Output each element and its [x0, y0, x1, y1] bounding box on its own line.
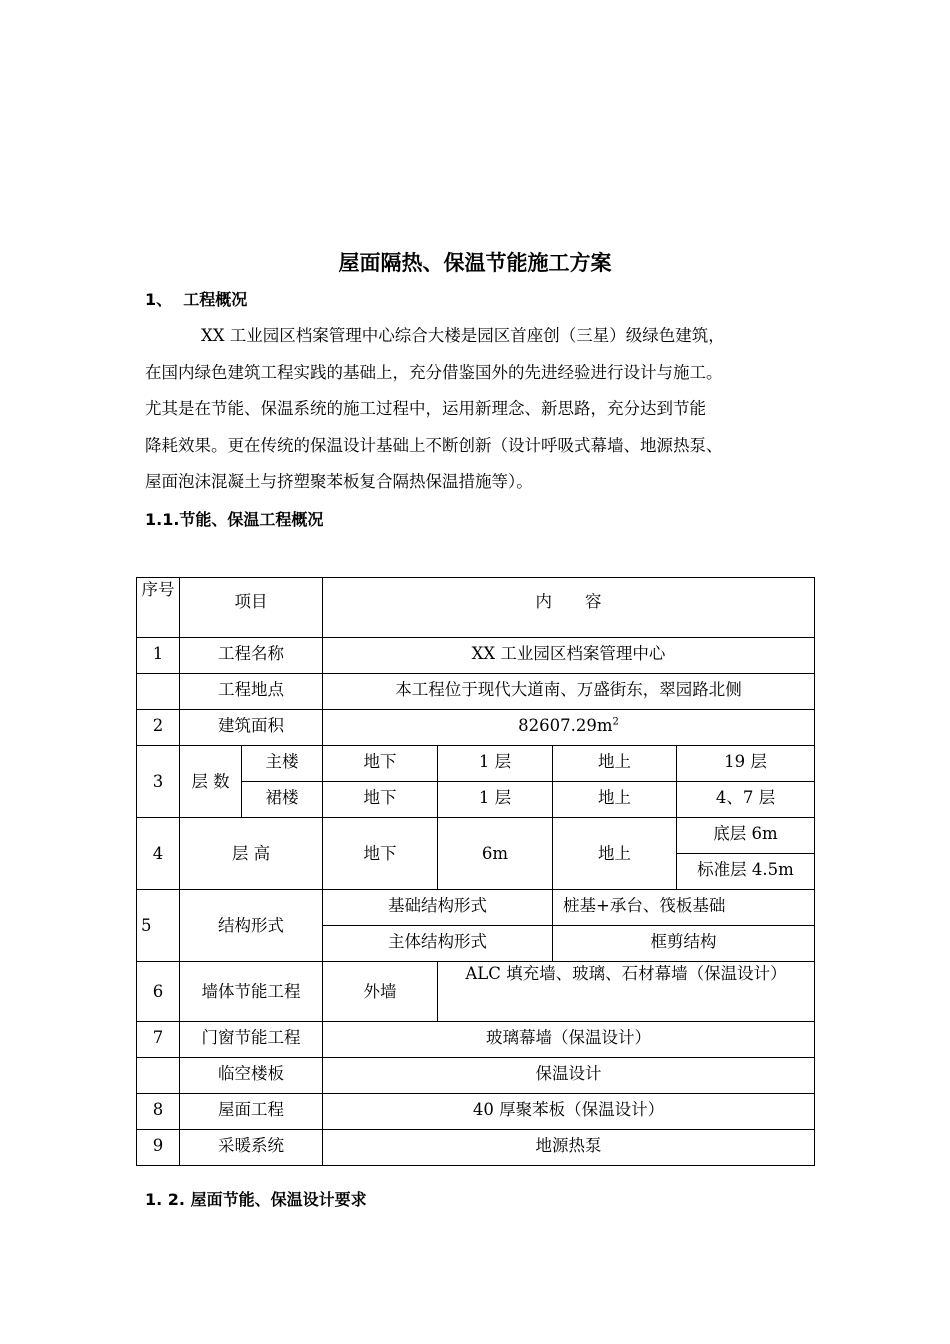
building-main: 主楼	[242, 746, 323, 782]
row-item: 工程地点	[180, 674, 323, 710]
row-item: 屋面工程	[180, 1094, 323, 1130]
section-heading-1-1: 1.1.节能、保温工程概况	[145, 510, 324, 529]
header-no: 序号	[137, 578, 180, 638]
row-no: 8	[137, 1094, 180, 1130]
section-heading-1	[145, 288, 247, 312]
row-value: 40 厚聚苯板（保温设计）	[323, 1094, 815, 1130]
table-row	[137, 1058, 815, 1094]
foundation-label: 基础结构形式	[323, 890, 553, 926]
table-row	[137, 1094, 815, 1130]
table-row	[137, 890, 815, 926]
row-item: 采暖系统	[180, 1130, 323, 1166]
table-header-row	[137, 578, 815, 638]
standard-floor-height: 标准层 4.5m	[677, 854, 815, 890]
project-overview-table	[136, 577, 815, 1166]
row-no: 1	[137, 638, 180, 674]
row-item: 层 高	[180, 818, 323, 890]
main-structure-label: 主体结构形式	[323, 926, 553, 962]
intro-line: 尤其是在节能、保温系统的施工过程中，运用新理念、新思路，充分达到节能	[145, 399, 706, 418]
row-value: 保温设计	[323, 1058, 815, 1094]
document-title: 屋面隔热、保温节能施工方案	[338, 251, 612, 275]
row-no: 4	[137, 818, 180, 890]
section-number: 1、	[145, 290, 173, 309]
table-row	[137, 746, 815, 782]
main-structure-value: 框剪结构	[553, 926, 815, 962]
row-no-empty	[137, 674, 180, 710]
below-ground-value: 6m	[438, 818, 553, 890]
below-ground-value: 1 层	[438, 782, 553, 818]
below-ground-label: 地下	[323, 782, 438, 818]
row-value: 玻璃幕墙（保温设计）	[323, 1022, 815, 1058]
below-ground-value: 1 层	[438, 746, 553, 782]
ground-floor-height: 底层 6m	[677, 818, 815, 854]
row-item: 墙体节能工程	[180, 962, 323, 1022]
below-ground-label: 地下	[323, 818, 438, 890]
row-item: 结构形式	[180, 890, 323, 962]
table-row	[137, 710, 815, 746]
row-no: 9	[137, 1130, 180, 1166]
foundation-value: 桩基+承台、筏板基础	[553, 890, 815, 926]
below-ground-label: 地下	[323, 746, 438, 782]
above-ground-label: 地上	[553, 746, 677, 782]
section-title: 工程概况	[183, 290, 248, 309]
row-value: ALC 填充墙、玻璃、石材幕墙（保温设计）	[438, 962, 815, 1022]
table-row	[137, 1022, 815, 1058]
row-item: 工程名称	[180, 638, 323, 674]
wall-type: 外墙	[323, 962, 438, 1022]
row-no: 3	[137, 746, 180, 818]
intro-line: XX 工业园区档案管理中心综合大楼是园区首座创（三星）级绿色建筑，	[201, 326, 725, 345]
intro-line: 降耗效果。更在传统的保温设计基础上不断创新（设计呼吸式幕墙、地源热泵、	[145, 435, 723, 455]
above-ground-value: 19 层	[677, 746, 815, 782]
intro-line: 在国内绿色建筑工程实践的基础上，充分借鉴国外的先进经验进行设计与施工。	[145, 362, 723, 382]
table-row	[137, 818, 815, 854]
above-ground-value: 4、7 层	[677, 782, 815, 818]
area-unit-superscript: 2	[612, 716, 619, 728]
row-item: 门窗节能工程	[180, 1022, 323, 1058]
section-heading-1-2: 1. 2. 屋面节能、保温设计要求	[145, 1190, 367, 1209]
row-value: XX 工业园区档案管理中心	[323, 638, 815, 674]
row-value	[323, 710, 815, 746]
above-ground-label: 地上	[553, 818, 677, 890]
above-ground-label: 地上	[553, 782, 677, 818]
row-item: 层 数	[180, 746, 242, 818]
row-no: 2	[137, 710, 180, 746]
building-podium: 裙楼	[242, 782, 323, 818]
row-item: 建筑面积	[180, 710, 323, 746]
row-no-empty	[137, 1058, 180, 1094]
row-value: 地源热泵	[323, 1130, 815, 1166]
row-no: 6	[137, 962, 180, 1022]
table-row	[137, 962, 815, 1022]
table-row	[137, 1130, 815, 1166]
table-row	[137, 674, 815, 710]
area-value: 82607.29m	[518, 716, 613, 735]
header-item: 项目	[180, 578, 323, 638]
intro-paragraph	[145, 318, 835, 501]
row-value: 本工程位于现代大道南、万盛街东，翠园路北侧	[323, 674, 815, 710]
table-row	[137, 638, 815, 674]
intro-line: 屋面泡沫混凝土与挤塑聚苯板复合隔热保温措施等）。	[145, 472, 533, 491]
header-content: 内 容	[323, 578, 815, 638]
row-item: 临空楼板	[180, 1058, 323, 1094]
row-no: 5	[137, 890, 180, 962]
row-no: 7	[137, 1022, 180, 1058]
